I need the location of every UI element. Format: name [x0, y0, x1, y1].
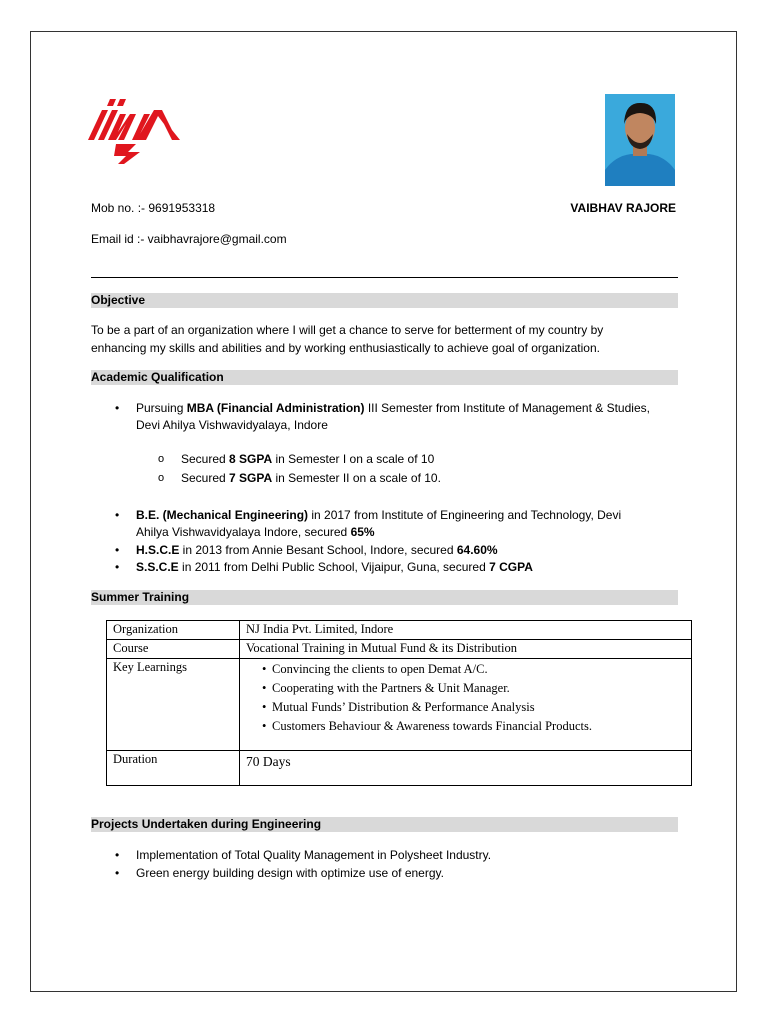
bullet-icon: • [115, 848, 120, 862]
bullet-icon: • [115, 543, 120, 557]
learnings-label: Key Learnings [107, 659, 240, 751]
sgpa-sem-1: Secured 8 SGPA in Semester I on a scale of 10 [181, 452, 435, 466]
mobile-number: Mob no. :- 9691953318 [91, 201, 216, 215]
table-row [107, 621, 692, 640]
list-item: • Customers Behaviour & Awareness towards Financial Products. [246, 717, 685, 736]
bullet-icon: • [115, 560, 120, 574]
course-label: Course [107, 640, 240, 659]
table-row [107, 751, 692, 786]
be-line-1: B.E. (Mechanical Engineering) in 2017 from Institute of Engineering and Technology, Devi [136, 508, 622, 522]
list-item: • Mutual Funds’ Distribution & Performance Analysis [246, 698, 685, 717]
profile-photo [605, 94, 675, 186]
learnings-list [246, 660, 685, 736]
section-heading-objective: Objective [91, 293, 678, 308]
ssc-line: S.S.C.E in 2011 from Delhi Public School, Vijaipur, Guna, secured 7 CGPA [136, 560, 533, 574]
project-item: Implementation of Total Quality Management in Polysheet Industry. [136, 848, 492, 862]
duration-label: Duration [107, 751, 240, 786]
email-address: Email id :- vaibhavrajore@gmail.com [91, 232, 287, 246]
mba-line-2: Devi Ahilya Vishwavidyalaya, Indore [136, 418, 328, 432]
table-row [107, 640, 692, 659]
list-item: • Cooperating with the Partners & Unit Manager. [246, 679, 685, 698]
objective-line-1: To be a part of an organization where I will get a chance to serve for betterment of my country by [91, 323, 604, 337]
org-value: NJ India Pvt. Limited, Indore [240, 621, 692, 640]
bullet-icon: • [115, 866, 120, 880]
section-heading-projects: Projects Undertaken during Engineering [91, 817, 678, 832]
course-value: Vocational Training in Mutual Fund & its Distribution [240, 640, 692, 659]
bullet-icon: • [115, 508, 120, 522]
header-divider [91, 277, 678, 278]
project-item: Green energy building design with optimize use of energy. [136, 866, 444, 880]
hsc-line: H.S.C.E in 2013 from Annie Besant School, Indore, secured 64.60% [136, 543, 498, 557]
circle-bullet-icon: o [158, 453, 165, 465]
bullet-icon: • [115, 401, 120, 415]
table-row [107, 659, 692, 751]
duration-value: 70 Days [240, 751, 692, 786]
sgpa-sem-2: Secured 7 SGPA in Semester II on a scale of 10. [181, 471, 441, 485]
training-table [106, 620, 692, 786]
learnings-value [240, 659, 692, 751]
institute-logo [80, 96, 182, 166]
be-line-2: Ahilya Vishwavidyalaya Indore, secured 65% [136, 525, 375, 539]
circle-bullet-icon: o [158, 472, 165, 484]
section-heading-academic: Academic Qualification [91, 370, 678, 385]
org-label: Organization [107, 621, 240, 640]
section-heading-training: Summer Training [91, 590, 678, 605]
mba-line-1: Pursuing MBA (Financial Administration) III Semester from Institute of Management & Studies, [136, 401, 650, 415]
candidate-name: VAIBHAV RAJORE [570, 201, 676, 215]
objective-line-2: enhancing my skills and abilities and by working enthusiastically to achieve goal of organization. [91, 341, 600, 355]
list-item: • Convincing the clients to open Demat A/C. [246, 660, 685, 679]
